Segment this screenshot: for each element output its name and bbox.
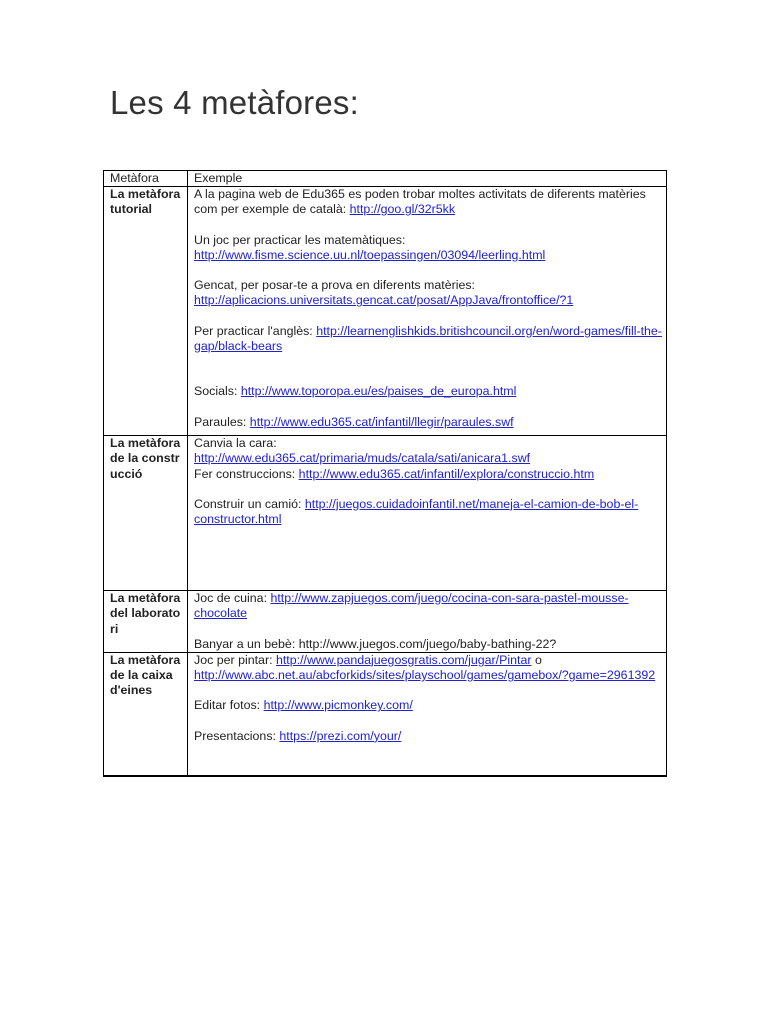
example-text: Banyar a un bebè: [194,636,299,651]
example-text: Paraules: [194,414,250,429]
examples-cell [188,591,667,653]
table-row [104,652,667,776]
example-text: Presentacions: [194,728,280,743]
example-separator: o [531,652,542,667]
examples-cell [188,187,667,436]
example-text: Fer construccions: [194,466,299,481]
examples-cell [188,436,667,591]
example-text: Editar fotos: [194,698,264,713]
metaphor-name [104,187,188,436]
table-row [104,436,667,591]
metaphor-name-text: La metàfora del laboratori [110,591,181,636]
example-link-2[interactable]: http://www.abc.net.au/abcforkids/sites/playschool/games/gamebox/?game=2961392 [194,668,656,683]
example-item [194,324,662,355]
example-link[interactable]: http://www.edu365.cat/infantil/explora/construccio.htm [298,466,595,481]
example-text: Joc de cuina: [194,591,271,605]
example-link[interactable]: http://www.fisme.science.uu.nl/toepassingen/03094/leerling.html [194,247,546,262]
metaphor-name-text: La metàfora de la caixa d'eines [110,652,181,698]
example-item [194,467,662,482]
metaphor-name [104,652,188,776]
example-link[interactable]: http://juegos.cuidadoinfantil.net/maneja-el-camion-de-bob-el-constructor.html [194,496,639,527]
example-text: Un joc per practicar les matemàtiques: [194,232,406,247]
example-link[interactable]: http://www.pandajuegosgratis.com/jugar/Pintar [275,652,532,667]
example-link[interactable]: http://learnenglishkids.britishcouncil.org/en/word-games/fill-the-gap/black-bears [194,323,662,354]
example-text: Canvia la cara: [194,436,277,450]
metaphor-name-text: La metàfora de la construcció [110,436,181,481]
table-header-row [104,171,667,187]
example-item [194,436,662,467]
example-item [194,729,662,744]
example-item [194,591,662,622]
example-item [194,278,662,309]
metaphor-name [104,591,188,653]
example-link[interactable]: http://www.zapjuegos.com/juego/cocina-con-sara-pastel-mousse-chocolate [194,591,629,621]
example-item [194,698,662,713]
header-exemple: Exemple [188,171,667,187]
example-text: Joc per pintar: [194,652,276,667]
example-item [194,637,662,652]
example-text: Socials: [194,384,241,399]
example-text: Construir un camió: [194,496,305,511]
example-item [194,415,662,430]
metaphor-table [103,170,667,777]
table-row [104,591,667,653]
example-item [194,497,662,528]
example-link[interactable]: http://www.picmonkey.com/ [263,698,413,713]
example-text: Gencat, per posar-te a prova en diferents matèries: [194,278,475,293]
example-link[interactable]: http://www.edu365.cat/primaria/muds/catala/sati/anicara1.swf [194,451,531,466]
example-item [194,233,662,264]
example-text: A la pagina web de Edu365 es poden trobar moltes activitats de diferents matèries com per exemple de català: [194,187,646,217]
metaphor-name-text: La metàfora tutorial [110,187,181,217]
example-text: Per practicar l'anglès: [194,323,317,338]
table-row [104,187,667,436]
example-item [194,187,662,218]
header-metafora: Metàfora [104,171,188,187]
examples-cell [188,652,667,776]
example-link[interactable]: http://goo.gl/32r5kk [349,202,456,217]
example-link[interactable]: http://aplicacions.universitats.gencat.cat/posat/AppJava/frontoffice/?1 [194,293,574,308]
page-title: Les 4 metàfores: [110,84,359,121]
example-url-text: http://www.juegos.com/juego/baby-bathing-22? [298,636,557,651]
example-item [194,653,662,684]
example-link[interactable]: http://www.toporopa.eu/es/paises_de_europa.html [240,384,517,399]
example-link[interactable]: https://prezi.com/your/ [279,728,402,743]
example-link[interactable]: http://www.edu365.cat/infantil/llegir/paraules.swf [249,414,514,429]
example-item [194,384,662,399]
metaphor-name [104,436,188,591]
